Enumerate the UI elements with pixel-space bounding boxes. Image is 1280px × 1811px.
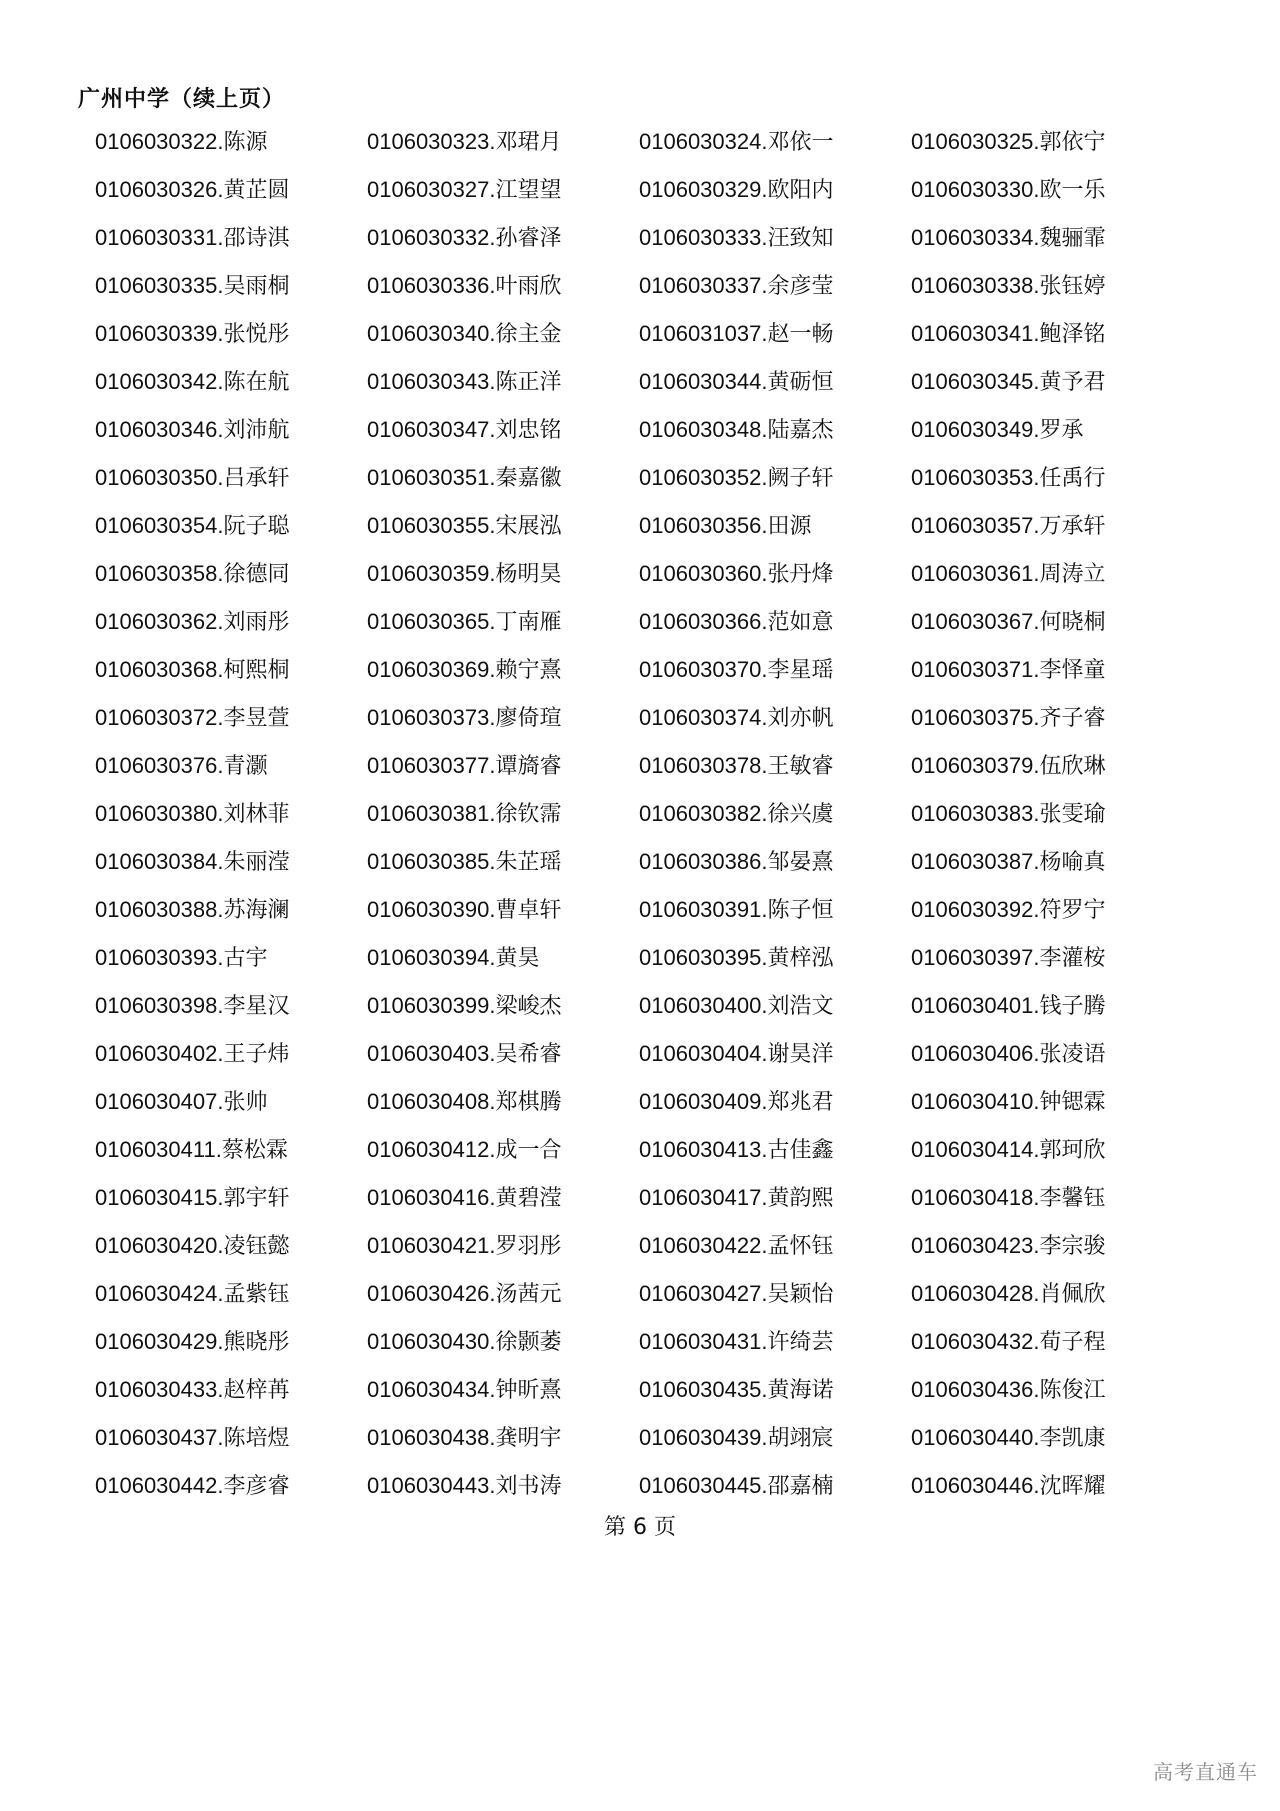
student-roster — [95, 124, 1215, 1516]
roster-entry: 0106030417.黄韵熙 — [639, 1185, 834, 1210]
roster-entry: 0106030404.谢昊洋 — [639, 1041, 834, 1066]
roster-entry: 0106030421.罗羽彤 — [367, 1233, 562, 1258]
roster-entry: 0106030338.张钰婷 — [911, 273, 1106, 298]
roster-entry: 0106030358.徐德同 — [95, 561, 290, 586]
roster-entry: 0106030445.邵嘉楠 — [639, 1473, 834, 1498]
roster-entry: 0106030439.胡翊宸 — [639, 1425, 834, 1450]
roster-entry: 0106030327.江望望 — [367, 177, 562, 202]
roster-entry: 0106030335.吴雨桐 — [95, 273, 290, 298]
roster-entry: 0106030371.李怿童 — [911, 657, 1106, 682]
roster-entry: 0106030437.陈培煜 — [95, 1425, 290, 1450]
roster-entry: 0106030366.范如意 — [639, 609, 834, 634]
roster-entry: 0106030443.刘书涛 — [367, 1473, 562, 1498]
roster-entry: 0106030435.黄海诺 — [639, 1377, 834, 1402]
page-number: 第 6 页 — [604, 1515, 676, 1540]
roster-entry: 0106030343.陈正洋 — [367, 369, 562, 394]
roster-entry: 0106030350.吕承轩 — [95, 465, 290, 490]
roster-entry: 0106031037.赵一畅 — [639, 321, 834, 346]
roster-entry: 0106030418.李馨钰 — [911, 1185, 1106, 1210]
roster-entry: 0106030390.曹卓轩 — [367, 897, 562, 922]
roster-entry: 0106030360.张丹烽 — [639, 561, 834, 586]
roster-entry: 0106030347.刘忠铭 — [367, 417, 562, 442]
roster-entry: 0106030408.郑棋腾 — [367, 1089, 562, 1114]
roster-entry: 0106030339.张悦彤 — [95, 321, 290, 346]
roster-entry: 0106030365.丁南雁 — [367, 609, 562, 634]
roster-entry: 0106030384.朱丽滢 — [95, 849, 290, 874]
roster-entry: 0106030362.刘雨彤 — [95, 609, 290, 634]
roster-entry: 0106030407.张帅 — [95, 1089, 268, 1114]
roster-entry: 0106030324.邓依一 — [639, 129, 834, 154]
roster-entry: 0106030426.汤茜元 — [367, 1281, 562, 1306]
roster-entry: 0106030354.阮子聪 — [95, 513, 290, 538]
roster-entry: 0106030440.李凯康 — [911, 1425, 1106, 1450]
roster-entry: 0106030336.叶雨欣 — [367, 273, 562, 298]
roster-entry: 0106030385.朱芷瑶 — [367, 849, 562, 874]
roster-entry: 0106030342.陈在航 — [95, 369, 290, 394]
roster-entry: 0106030434.钟昕熹 — [367, 1377, 562, 1402]
roster-entry: 0106030330.欧一乐 — [911, 177, 1106, 202]
roster-entry: 0106030323.邓珺月 — [367, 129, 562, 154]
roster-entry: 0106030410.钟锶霖 — [911, 1089, 1106, 1114]
roster-entry: 0106030334.魏骊霏 — [911, 225, 1106, 250]
roster-entry: 0106030420.凌钰懿 — [95, 1233, 290, 1258]
roster-entry: 0106030395.黄梓泓 — [639, 945, 834, 970]
roster-entry: 0106030353.任禹行 — [911, 465, 1106, 490]
roster-entry: 0106030361.周涛立 — [911, 561, 1106, 586]
roster-entry: 0106030357.万承轩 — [911, 513, 1106, 538]
roster-entry: 0106030429.熊晓彤 — [95, 1329, 290, 1354]
roster-entry: 0106030348.陆嘉杰 — [639, 417, 834, 442]
roster-entry: 0106030326.黄芷圆 — [95, 177, 290, 202]
roster-entry: 0106030387.杨喻真 — [911, 849, 1106, 874]
roster-entry: 0106030333.汪致知 — [639, 225, 834, 250]
roster-entry: 0106030436.陈俊江 — [911, 1377, 1106, 1402]
roster-entry: 0106030359.杨明昊 — [367, 561, 562, 586]
roster-entry: 0106030368.柯熙桐 — [95, 657, 290, 682]
roster-entry: 0106030325.郭依宁 — [911, 129, 1106, 154]
roster-entry: 0106030432.荀子程 — [911, 1329, 1106, 1354]
roster-entry: 0106030402.王子炜 — [95, 1041, 290, 1066]
roster-entry: 0106030446.沈晖耀 — [911, 1473, 1106, 1498]
section-title: 广州中学（续上页） — [78, 87, 286, 112]
roster-entry: 0106030355.宋展泓 — [367, 513, 562, 538]
roster-entry: 0106030438.龚明宇 — [367, 1425, 562, 1450]
roster-entry: 0106030427.吴颖怡 — [639, 1281, 834, 1306]
roster-entry: 0106030349.罗承 — [911, 417, 1084, 442]
roster-entry: 0106030382.徐兴虞 — [639, 801, 834, 826]
roster-entry: 0106030352.阙子轩 — [639, 465, 834, 490]
roster-entry: 0106030409.郑兆君 — [639, 1089, 834, 1114]
roster-entry: 0106030376.青灏 — [95, 753, 268, 778]
roster-entry: 0106030397.李灌桉 — [911, 945, 1106, 970]
roster-entry: 0106030406.张凌语 — [911, 1041, 1106, 1066]
roster-entry: 0106030367.何晓桐 — [911, 609, 1106, 634]
roster-entry: 0106030351.秦嘉徽 — [367, 465, 562, 490]
roster-entry: 0106030399.梁峻杰 — [367, 993, 562, 1018]
roster-entry: 0106030322.陈源 — [95, 129, 268, 154]
roster-entry: 0106030340.徐主金 — [367, 321, 562, 346]
roster-entry: 0106030424.孟紫钰 — [95, 1281, 290, 1306]
roster-entry: 0106030378.王敏睿 — [639, 753, 834, 778]
roster-entry: 0106030412.成一合 — [367, 1137, 562, 1162]
roster-entry: 0106030346.刘沛航 — [95, 417, 290, 442]
roster-entry: 0106030369.赖宁熹 — [367, 657, 562, 682]
roster-entry: 0106030413.古佳鑫 — [639, 1137, 834, 1162]
roster-entry: 0106030442.李彦睿 — [95, 1473, 290, 1498]
roster-entry: 0106030380.刘林菲 — [95, 801, 290, 826]
roster-entry: 0106030373.廖倚瑄 — [367, 705, 562, 730]
roster-entry: 0106030332.孙睿泽 — [367, 225, 562, 250]
roster-entry: 0106030398.李星汉 — [95, 993, 290, 1018]
roster-entry: 0106030383.张雯瑜 — [911, 801, 1106, 826]
roster-entry: 0106030394.黄昊 — [367, 945, 540, 970]
roster-entry: 0106030377.谭旖睿 — [367, 753, 562, 778]
roster-entry: 0106030374.刘亦帆 — [639, 705, 834, 730]
roster-entry: 0106030414.郭珂欣 — [911, 1137, 1106, 1162]
roster-entry: 0106030370.李星瑶 — [639, 657, 834, 682]
roster-entry: 0106030393.古宇 — [95, 945, 268, 970]
roster-entry: 0106030400.刘浩文 — [639, 993, 834, 1018]
roster-entry: 0106030344.黄砺恒 — [639, 369, 834, 394]
roster-entry: 0106030379.伍欣琳 — [911, 753, 1106, 778]
roster-entry: 0106030416.黄碧滢 — [367, 1185, 562, 1210]
roster-entry: 0106030391.陈子恒 — [639, 897, 834, 922]
roster-entry: 0106030375.齐子睿 — [911, 705, 1106, 730]
roster-entry: 0106030403.吴希睿 — [367, 1041, 562, 1066]
roster-entry: 0106030428.肖佩欣 — [911, 1281, 1106, 1306]
roster-entry: 0106030356.田源 — [639, 513, 812, 538]
roster-entry: 0106030430.徐颢萎 — [367, 1329, 562, 1354]
watermark-text: 高考直通车 — [1153, 1760, 1258, 1784]
roster-entry: 0106030337.余彦莹 — [639, 273, 834, 298]
roster-entry: 0106030423.李宗骏 — [911, 1233, 1106, 1258]
roster-entry: 0106030392.符罗宁 — [911, 897, 1106, 922]
roster-entry: 0106030433.赵梓苒 — [95, 1377, 290, 1402]
roster-entry: 0106030388.苏海澜 — [95, 897, 290, 922]
roster-entry: 0106030331.邵诗淇 — [95, 225, 290, 250]
roster-entry: 0106030415.郭宇轩 — [95, 1185, 290, 1210]
roster-entry: 0106030431.许绮芸 — [639, 1329, 834, 1354]
roster-entry: 0106030401.钱子腾 — [911, 993, 1106, 1018]
roster-entry: 0106030329.欧阳内 — [639, 177, 834, 202]
roster-entry: 0106030341.鲍泽铭 — [911, 321, 1106, 346]
roster-entry: 0106030345.黄予君 — [911, 369, 1106, 394]
roster-entry: 0106030381.徐钦霈 — [367, 801, 562, 826]
roster-entry: 0106030422.孟怀钰 — [639, 1233, 834, 1258]
roster-entry: 0106030411.蔡松霖 — [95, 1137, 288, 1162]
roster-entry: 0106030372.李昱萱 — [95, 705, 290, 730]
roster-entry: 0106030386.邹晏熹 — [639, 849, 834, 874]
